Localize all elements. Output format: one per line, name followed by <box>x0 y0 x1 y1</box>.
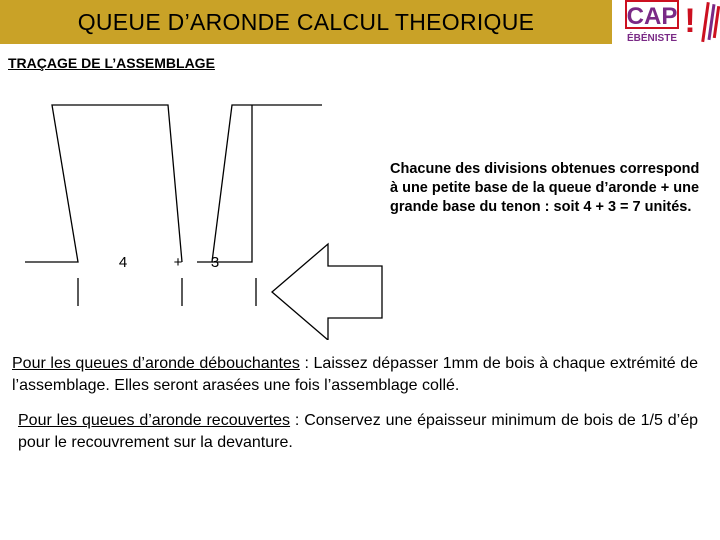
paragraph-recouvertes-heading: Pour les queues d’aronde recouvertes <box>18 412 291 429</box>
tenon-edge <box>212 105 252 262</box>
paragraph-debouchantes-body: : Laissez dépasser 1mm de bois à chaque extrémité de l’assemblage. Elles seront arasées une fois l’assemblage collé. <box>12 355 699 394</box>
cap-ebeniste-logo <box>622 0 720 46</box>
dovetail-left-outline <box>25 105 182 262</box>
paragraph-debouchantes <box>12 353 698 397</box>
paragraph-recouvertes-body: : Conservez une épaisseur minimum de bois de 1/5 d’ép pour le recouvrement sur la devanture. <box>18 412 698 451</box>
division-label-4: 4 <box>118 254 128 271</box>
dovetail-right-outline <box>197 105 322 262</box>
paragraph-recouvertes <box>18 410 698 454</box>
division-label-plus: + <box>173 254 183 271</box>
logo-exclamation: ! <box>684 2 696 40</box>
paragraph-debouchantes-heading: Pour les queues d’aronde débouchantes <box>12 355 300 372</box>
page-title: QUEUE D’ARONDE CALCUL THEORIQUE <box>77 8 535 35</box>
logo-cap-text: CAP <box>626 3 678 30</box>
logo-vertical-script <box>701 2 720 42</box>
arrow-pointing-left <box>272 244 382 340</box>
division-label-3: 3 <box>210 254 220 271</box>
logo-ebeniste-text: ÉBÉNISTE <box>626 33 678 44</box>
title-bar <box>0 0 612 44</box>
explanation-text: Chacune des divisions obtenues correspond à une petite base de la queue d’aronde + une grande base du tenon : soit 4 + 3 = 7 unités. <box>390 161 700 215</box>
section-subtitle: TRAÇAGE DE L’ASSEMBLAGE <box>8 55 215 71</box>
